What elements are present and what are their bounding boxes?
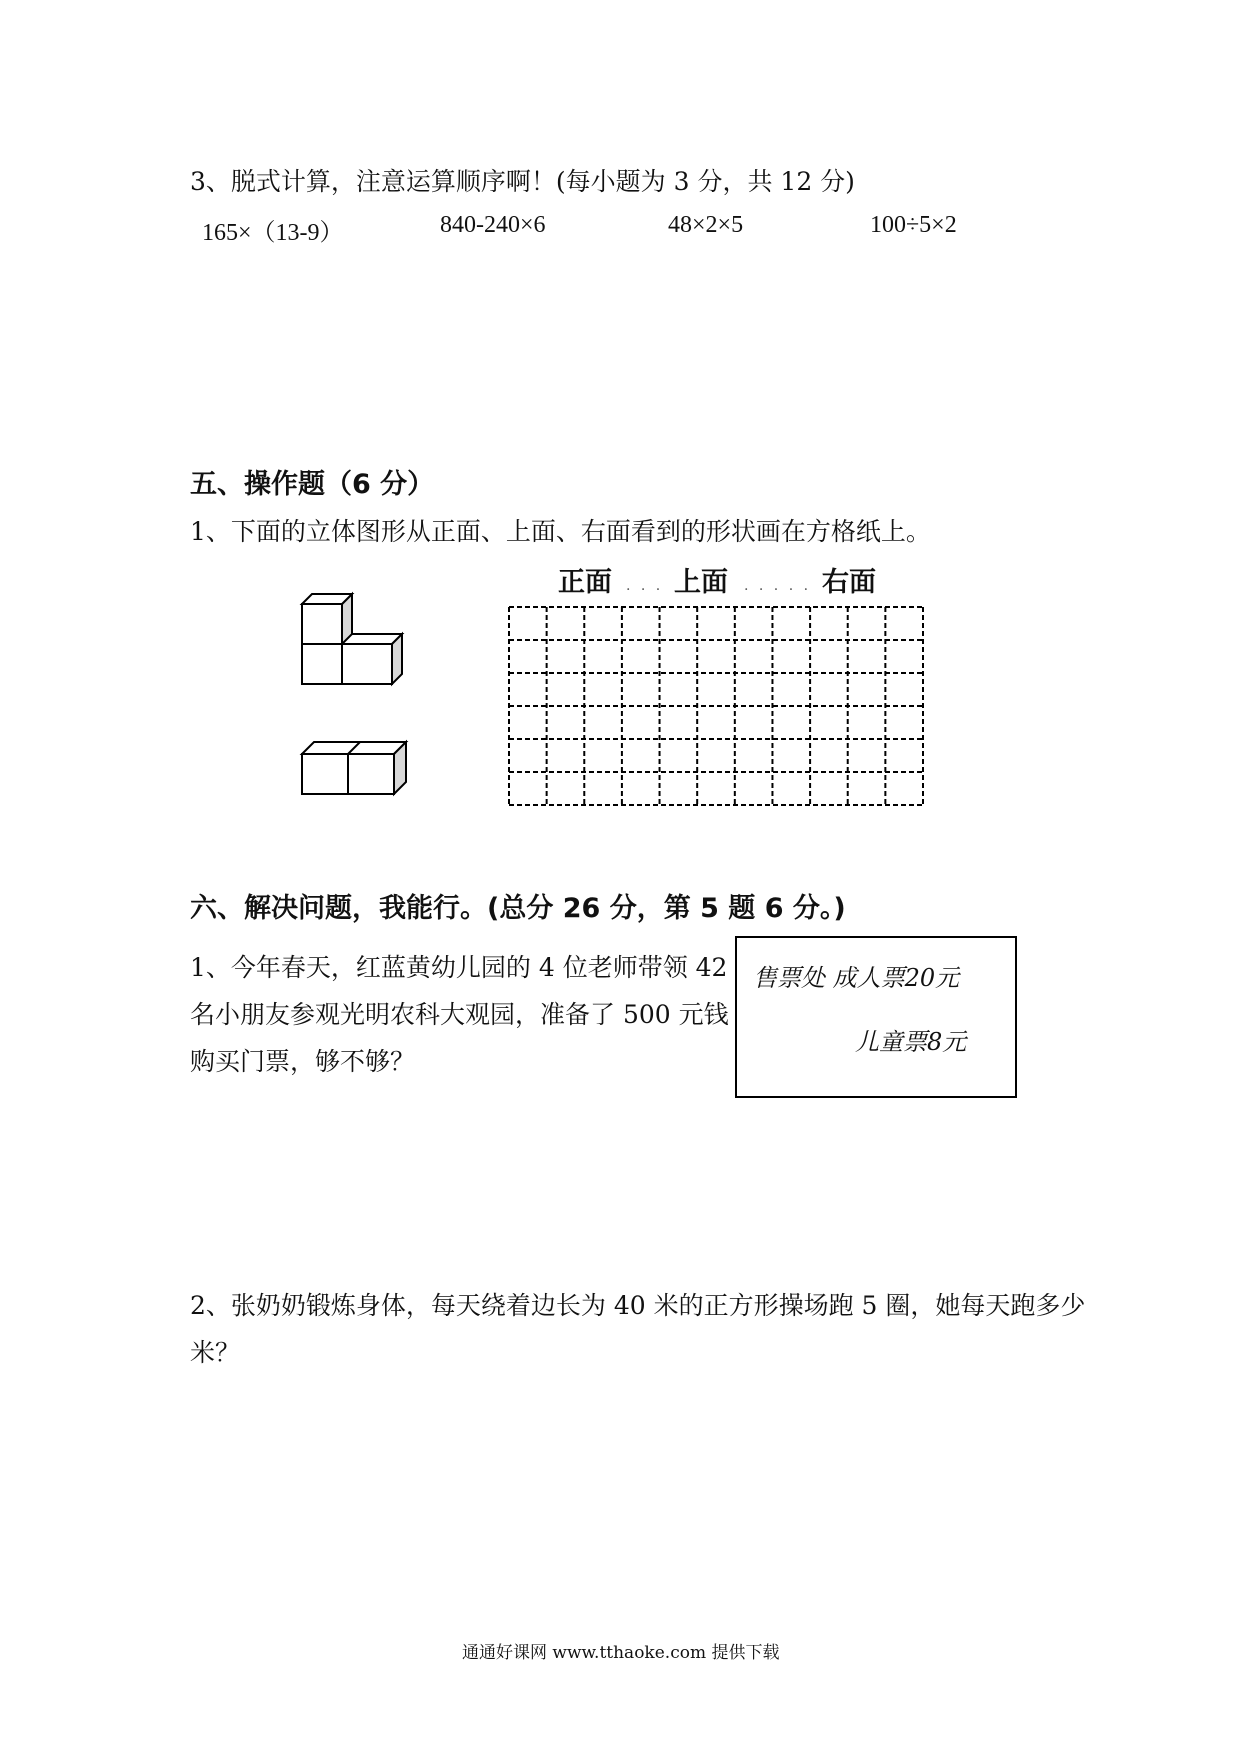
section5-heading: 五、操作题（6 分） xyxy=(190,469,435,500)
expression-4: 100÷5×2 xyxy=(870,212,957,238)
section6-question-1 xyxy=(190,944,729,1085)
ticket-line-child: 儿童票8元 xyxy=(855,1028,967,1056)
solid-figure-l-shape xyxy=(290,586,420,686)
section6-question-2 xyxy=(190,1282,1085,1376)
section6-heading: 六、解决问题，我能行。(总分 26 分，第 5 题 6 分。) xyxy=(190,893,846,924)
question-1-line: 名小朋友参观光明农科大观园，准备了 500 元钱 xyxy=(190,1000,729,1029)
expression-2: 840-240×6 xyxy=(440,212,546,238)
question-1-line: 购买门票，够不够？ xyxy=(190,1047,416,1076)
solid-figure-two-cubes xyxy=(290,736,420,806)
question-2-line: 米？ xyxy=(190,1338,241,1367)
page-footer: 通通好课网 www.tthaoke.com 提供下载 xyxy=(462,1643,780,1663)
question-1-line: 1、今年春天，红蓝黄幼儿园的 4 位老师带领 42 xyxy=(190,953,728,982)
expression-3: 48×2×5 xyxy=(668,212,744,238)
section5-question-1: 1、下面的立体图形从正面、上面、右面看到的形状画在方格纸上。 xyxy=(190,517,931,546)
section3-title: 3、脱式计算，注意运算顺序啊！(每小题为 3 分，共 12 分) xyxy=(190,167,855,196)
dot-leader: . . . . . xyxy=(744,578,812,594)
ticket-price-box xyxy=(735,936,1017,1098)
question-2-line: 2、张奶奶锻炼身体，每天绕着边长为 40 米的正方形操场跑 5 圈，她每天跑多少 xyxy=(190,1291,1086,1320)
grid-paper[interactable] xyxy=(508,606,924,806)
view-label-right: 右面 xyxy=(822,567,876,598)
expression-1: 165×（13-9） xyxy=(202,220,344,246)
ticket-line-adult: 售票处 成人票20元 xyxy=(753,964,960,992)
dot-leader: . . . xyxy=(626,578,664,594)
view-label-front: 正面 xyxy=(558,567,612,598)
view-label-top: 上面 xyxy=(674,567,728,598)
